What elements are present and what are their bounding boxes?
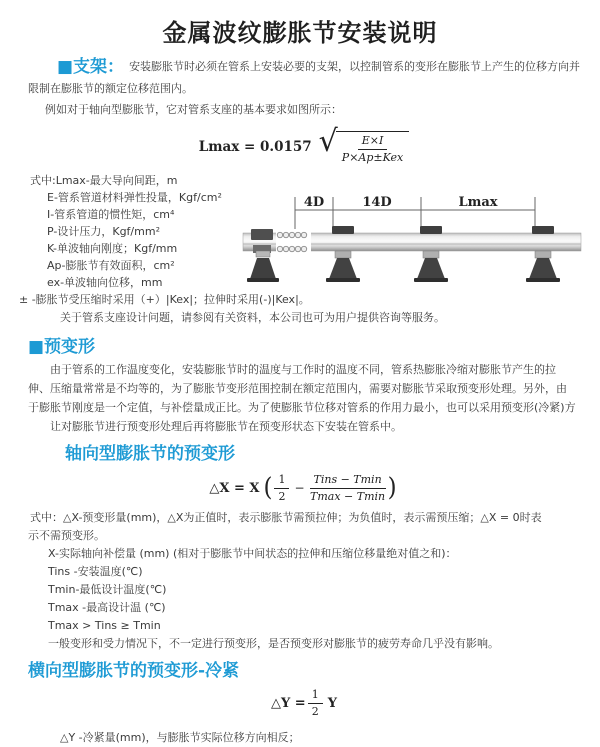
axial-formula-lhs: △X = X — [209, 480, 260, 496]
radical-sign-icon: √ — [318, 124, 338, 159]
preform-section-heading: ■预变形 — [28, 336, 96, 357]
half-fraction-numerator: 1 — [274, 473, 289, 489]
consulting-note: 关于管系支座设计问题，请参阅有关资料，本公司也可为用户提供咨询等服务。 — [60, 310, 445, 324]
right-paren: ) — [387, 473, 397, 503]
support-intro-line1 — [28, 56, 580, 78]
definition-item: E-管系管道材料弹性投量，Kgf/cm² — [47, 190, 222, 204]
dim-label-4d: 4D — [303, 195, 325, 210]
lmax-formula-lhs: Lmax = 0.0157 — [198, 138, 312, 155]
definition-item: 式中:Lmax-最大导向间距，m — [30, 173, 178, 187]
definition-item: Ap-膨胀节有效面积，cm² — [47, 258, 175, 272]
axial-formula-description — [28, 509, 580, 545]
dim-label-lmax: Lmax — [458, 195, 498, 210]
support-section — [28, 56, 580, 120]
axial-definitions — [28, 545, 580, 635]
definition-item: ex-单波轴向位移，mm — [47, 275, 163, 289]
definition-item: I-管系管道的惯性矩，cm⁴ — [47, 207, 175, 221]
lmax-fraction-numerator: E×I — [358, 134, 388, 150]
support-intro-text: 安装膨胀节时必须在管系上安装必要的支架，以控制管系的变形在膨胀节上产生的位移方向并 — [129, 60, 581, 73]
page-title: 金属波纹膨胀节安装说明 — [162, 19, 438, 47]
lateral-fraction-denominator: 2 — [311, 705, 319, 719]
lateral-fraction-numerator: 1 — [308, 688, 323, 704]
axial-definition-item: Tmax -最高设计温 (℃) — [48, 601, 166, 615]
plus-minus-note: ± -膨胀节受压缩时采用（+）|Kex|；拉伸时采用(-)|Kex|。 — [19, 292, 310, 306]
lateral-subsection-heading: 横向型膨胀节的预变形-冷紧 — [28, 661, 240, 682]
radical-expression — [318, 124, 410, 166]
axial-definition-item: Tmin-最低设计温度(℃) — [48, 583, 167, 597]
left-paren: ( — [263, 473, 273, 503]
lmax-fraction-denominator: P×Ap±Kex — [341, 151, 404, 165]
half-fraction-denominator: 2 — [278, 489, 286, 503]
definition-item: K-单波轴向刚度；Kgf/mm — [47, 241, 178, 255]
minus-sign: − — [294, 481, 305, 496]
support-section-label: ■支架： — [57, 57, 125, 77]
bellows-icon — [276, 232, 311, 252]
half-fraction — [274, 473, 289, 505]
preform-paragraph-line: 于膨胀节刚度是一个定值，与补偿量成正比。为了使膨胀节位移对管系的作用力最小，也可以采用预变形(冷紧)方 — [28, 400, 576, 414]
lateral-note: △Y -冷紧量(mm)，与膨胀节实际位移方向相反； — [60, 730, 300, 744]
temperature-fraction-numerator: Tins − Tmin — [310, 473, 386, 489]
radical-body — [336, 131, 409, 166]
lateral-formula-rhs: Y — [327, 696, 337, 712]
support-example-line: 例如对于轴向型膨胀节，它对管系支座的基本要求如图所示： — [45, 103, 342, 116]
axial-description-line: 式中：△X-预变形量(mm)，△X为正值时，表示膨胀节需预拉伸；为负值时，表示需预压缩；△X = 0时表 — [30, 511, 542, 525]
axial-formula — [28, 473, 580, 505]
lmax-formula — [28, 124, 580, 166]
pipe-support-diagram — [243, 193, 583, 290]
page-content — [0, 56, 600, 747]
preform-paragraph-line: 伸、压缩量常常是不均等的，为了膨胀节变形范围控制在额定范围内，需要对膨胀节采取预变形处理。另外，由 — [28, 381, 567, 395]
axial-definition-item: Tmax > Tins ≥ Tmin — [48, 619, 161, 633]
axial-general-note: 一般变形和受力情况下，不一定进行预变形，是否预变形对膨胀节的疲劳寿命几乎没有影响。 — [48, 637, 499, 651]
temperature-fraction — [310, 473, 386, 505]
lateral-half-fraction — [308, 688, 323, 720]
lateral-formula — [28, 688, 580, 720]
axial-subsection-heading: 轴向型膨胀节的预变形 — [65, 443, 235, 464]
lmax-fraction — [342, 134, 403, 166]
support-intro-line2: 限制在膨胀节的额定位移范围内。 — [28, 82, 193, 95]
axial-definition-item: X-实际轴向补偿量 (mm) (相对于膨胀节中间状态的拉伸和压缩位移量绝对值之和)： — [48, 547, 457, 561]
dimension-lines — [295, 197, 535, 229]
definition-item: P-设计压力，Kgf/mm² — [47, 224, 160, 238]
preform-paragraph — [28, 360, 580, 436]
preform-paragraph-line: 让对膨胀节进行预变形处理后再将膨胀节在预变形状态下安装在管系中。 — [50, 419, 402, 433]
temperature-fraction-denominator: Tmax − Tmin — [310, 489, 386, 503]
lateral-formula-lhs: △Y = — [271, 696, 306, 712]
dim-label-14d: 14D — [362, 195, 392, 210]
preform-paragraph-line: 由于管系的工作温度变化，安装膨胀节时的温度与工作时的温度不同，管系热膨胀冷缩对膨胀节产生的拉 — [50, 362, 556, 376]
axial-definition-item: Tins -安装温度(℃) — [48, 565, 143, 579]
axial-description-line: 示不需预变形。 — [28, 529, 105, 543]
